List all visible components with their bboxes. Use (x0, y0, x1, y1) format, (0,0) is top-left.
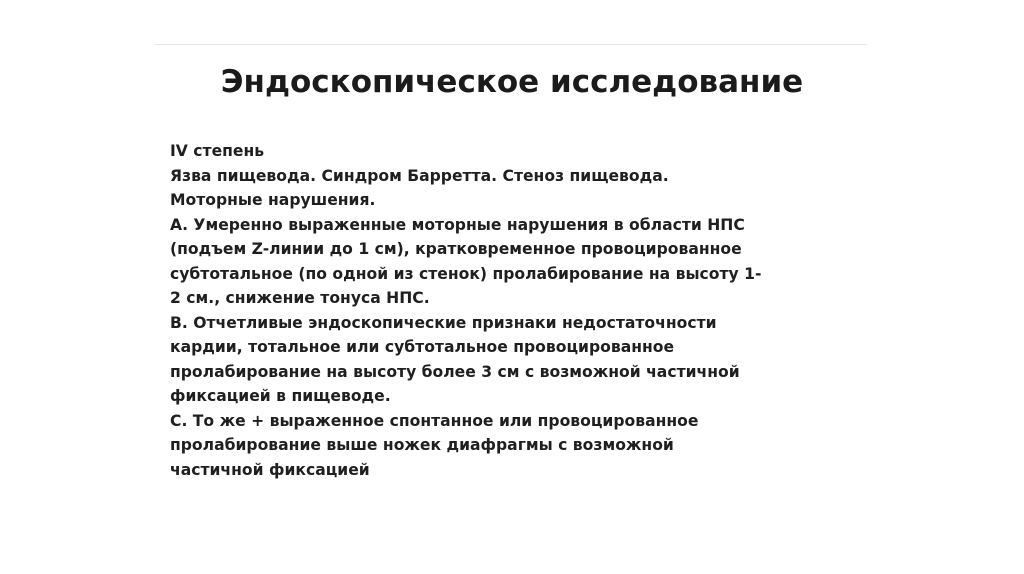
slide-title: Эндоскопическое исследование (220, 64, 804, 100)
body-line-a-1: А. Умеренно выраженные моторные нарушения в области НПС (170, 215, 745, 234)
slide-body (170, 139, 870, 482)
body-line-motor: Моторные нарушения. (170, 191, 376, 209)
body-line-findings: Язва пищевода. Синдром Барретта. Стеноз пищевода. (170, 166, 669, 185)
body-line-c-3: частичной фиксацией (170, 460, 370, 479)
top-divider (155, 44, 867, 45)
body-line-c-1: С. То же + выраженное спонтанное или провоцированное (170, 411, 699, 430)
body-line-b-3: пролабирование на высоту более 3 см с возможной частичной (170, 362, 740, 381)
body-line-a-4: 2 см., снижение тонуса НПС. (170, 289, 430, 307)
body-line-c-2: пролабирование выше ножек диафрагмы с возможной (170, 436, 674, 454)
body-line-b-2: кардии, тотальное или субтотальное провоцированное (170, 338, 675, 356)
body-line-b-1: В. Отчетливые эндоскопические признаки недостаточности (170, 313, 717, 332)
body-line-b-4: фиксацией в пищеводе. (170, 387, 391, 405)
body-line-degree: IV степень (170, 142, 265, 160)
body-line-a-3: субтотальное (по одной из стенок) пролабирование на высоту 1- (170, 264, 762, 283)
body-line-a-2: (подъем Z-линии до 1 см), кратковременное провоцированное (170, 240, 742, 258)
